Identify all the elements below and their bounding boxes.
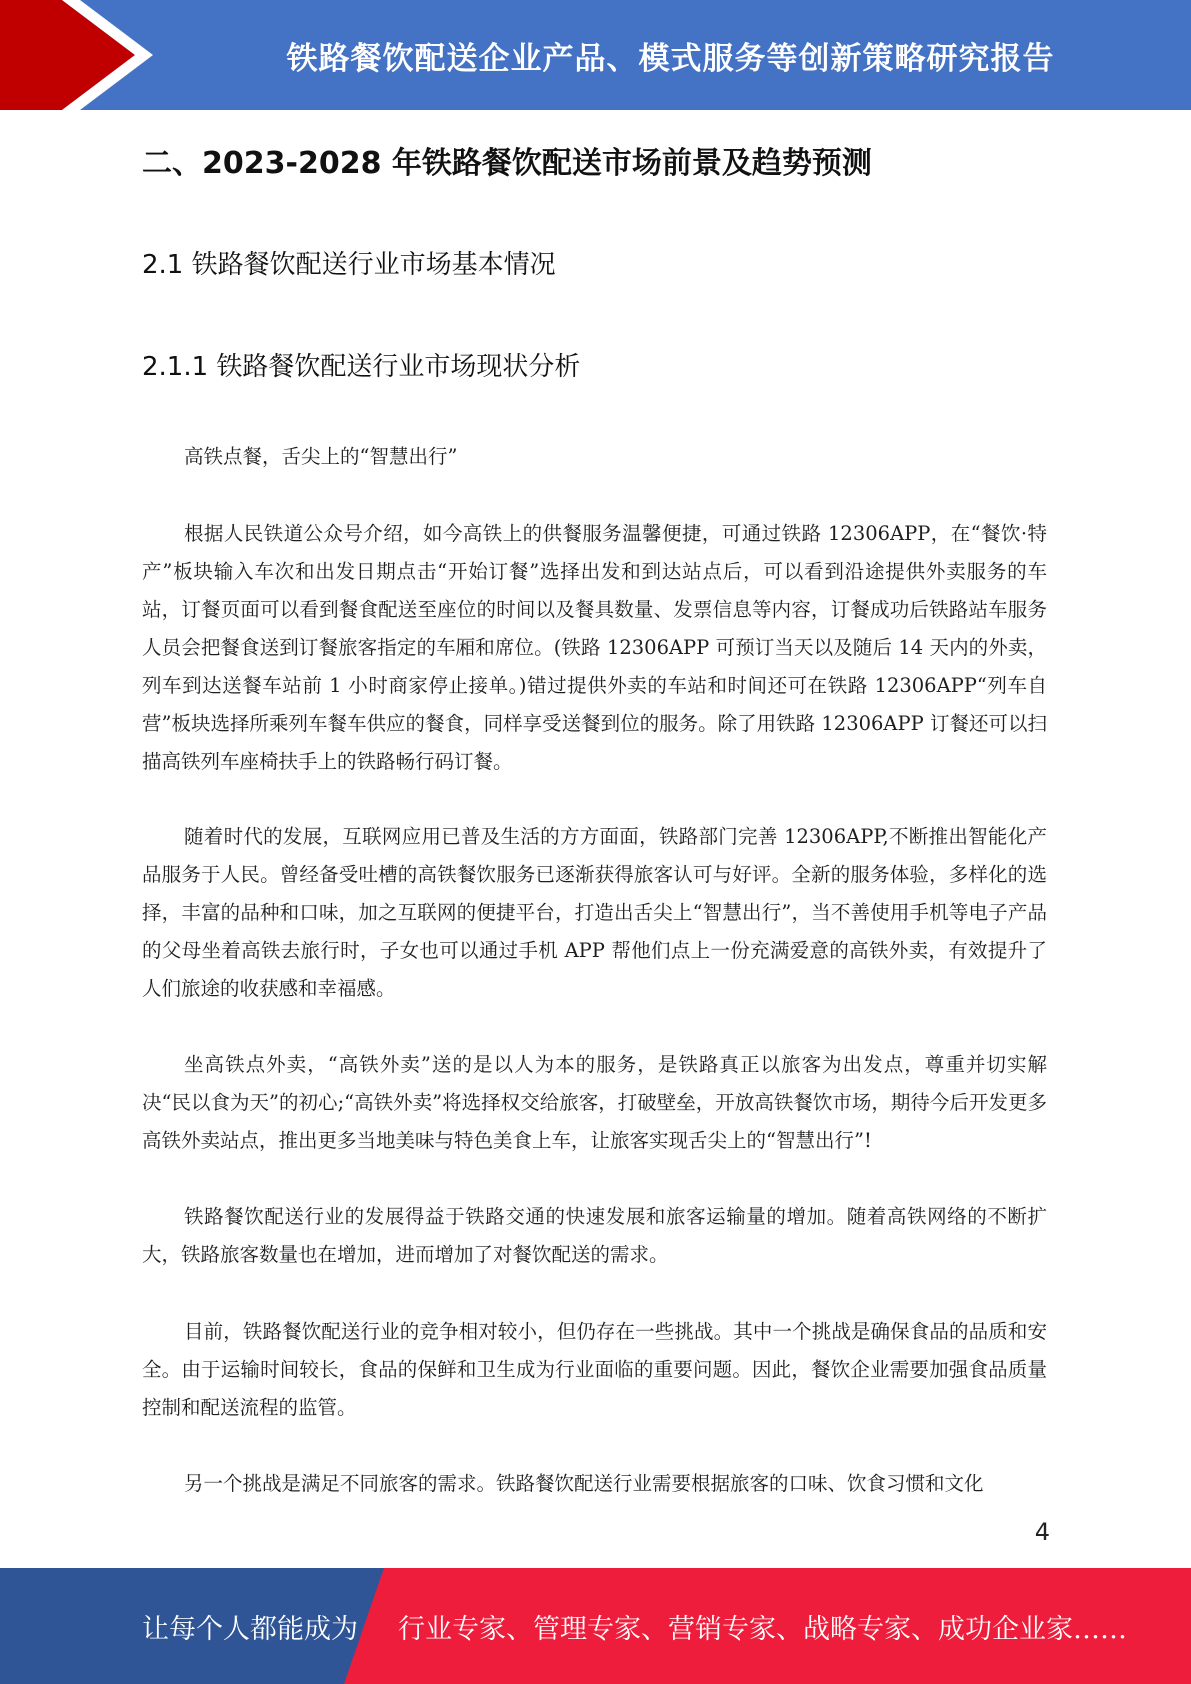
paragraph: 随着时代的发展，互联网应用已普及生活的方方面面，铁路部门完善 12306APP,不断推出智能化产品服务于人民。曾经备受吐槽的高铁餐饮服务已逐渐获得旅客认可与好评。全新的服务体验，多样化的选择，丰富的品种和口味，加之互联网的便捷平台，打造出舌尖上“智慧出行”，当不善使用手机等电子产品的父母坐着高铁去旅行时，子女也可以通过手机 APP 帮他们点上一份充满爱意的高铁外卖，有效提升了人们旅途的收获感和幸福感。 (142, 825, 1047, 1000)
footer-slogan-left: 让每个人都能成为 (142, 1613, 358, 1645)
subsection-title: 2.1 铁路餐饮配送行业市场基本情况 (142, 250, 556, 280)
paragraph: 根据人民铁道公众号介绍，如今高铁上的供餐服务温馨便捷，可通过铁路 12306APP，在“餐饮·特产”板块输入车次和出发日期点击“开始订餐”选择出发和到达站点后，可以看到沿途提供外卖服务的车站，订餐页面可以看到餐食配送至座位的时间以及餐具数量、发票信息等内容，订餐成功后铁路站车服务人员会把餐食送到订餐旅客指定的车厢和席位。(铁路 12306APP 可预订当天以及随后 14 天内的外卖，列车到达送餐车站前 1 小时商家停止接单。)错过提供外卖的车站和时间还可在铁路 12306APP“列车自营”板块选择所乘列车餐车供应的餐食，同样享受送餐到位的服务。除了用铁路 12306APP 订餐还可以扫描高铁列车座椅扶手上的铁路畅行码订餐。 (142, 522, 1047, 773)
header-bar (0, 0, 1191, 110)
paragraph: 另一个挑战是满足不同旅客的需求。铁路餐饮配送行业需要根据旅客的口味、饮食习惯和文化 (184, 1472, 984, 1495)
header-arrow-icon (0, 0, 160, 110)
footer-slogan-right: 行业专家、管理专家、营销专家、战略专家、成功企业家…… (398, 1613, 1127, 1645)
paragraph: 铁路餐饮配送行业的发展得益于铁路交通的快速发展和旅客运输量的增加。随着高铁网络的不断扩大，铁路旅客数量也在增加，进而增加了对餐饮配送的需求。 (142, 1205, 1047, 1266)
paragraph: 高铁点餐，舌尖上的“智慧出行” (184, 445, 458, 468)
report-title: 铁路餐饮配送企业产品、模式服务等创新策略研究报告 (286, 40, 1055, 77)
paragraph: 坐高铁点外卖，“高铁外卖”送的是以人为本的服务，是铁路真正以旅客为出发点，尊重并切实解决“民以食为天”的初心;“高铁外卖”将选择权交给旅客，打破壁垒，开放高铁餐饮市场，期待今后开发更多高铁外卖站点，推出更多当地美味与特色美食上车，让旅客实现舌尖上的“智慧出行”! (142, 1053, 1047, 1152)
section-title: 二、2023-2028 年铁路餐饮配送市场前景及趋势预测 (142, 146, 872, 181)
subsubsection-title: 2.1.1 铁路餐饮配送行业市场现状分析 (142, 352, 581, 382)
footer-banner (0, 1568, 1191, 1684)
paragraph: 目前，铁路餐饮配送行业的竞争相对较小，但仍存在一些挑战。其中一个挑战是确保食品的品质和安全。由于运输时间较长，食品的保鲜和卫生成为行业面临的重要问题。因此，餐饮企业需要加强食品质量控制和配送流程的监管。 (142, 1320, 1047, 1419)
page-number: 4 (1034, 1518, 1050, 1546)
